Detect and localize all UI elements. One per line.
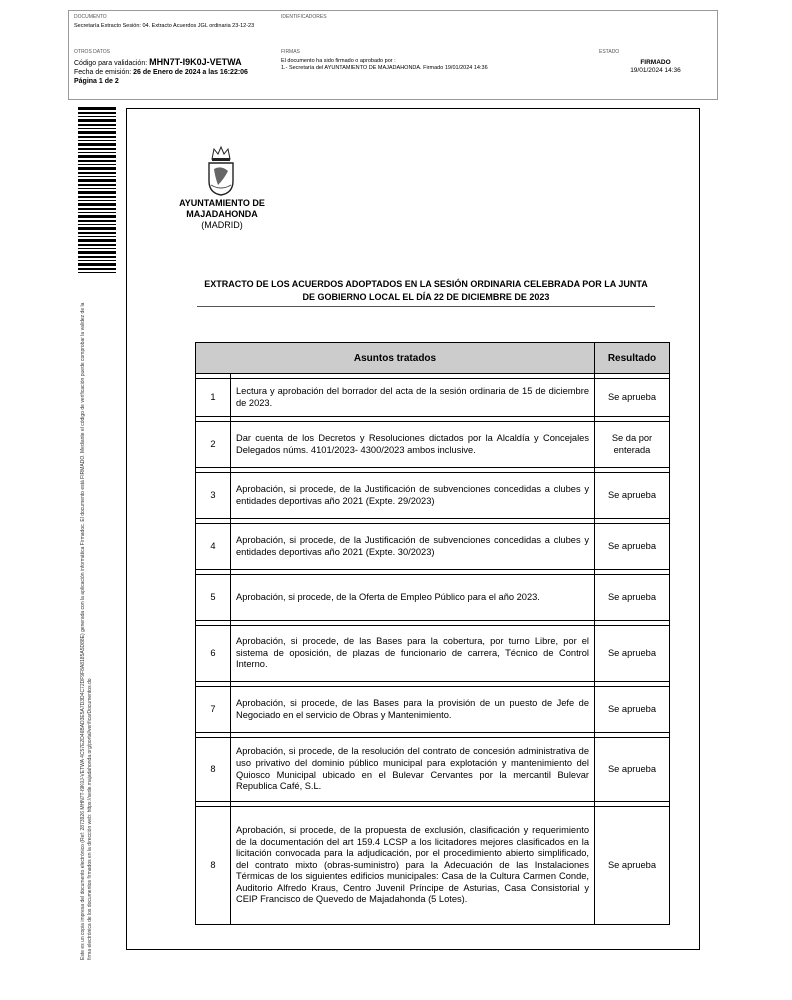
row-subject: Lectura y aprobación del borrador del acta de la sesión ordinaria de 15 de diciembre de 2023. [231, 379, 595, 417]
row-subject: Aprobación, si procede, de las Bases para la provisión de un puesto de Jefe de Negociado en el servicio de Obras y Mantenimiento. [231, 687, 595, 733]
row-number: 2 [196, 422, 231, 468]
row-subject: Aprobación, si procede, de la Justificación de subvenciones concedidas a clubes y entidades deportivas año 2021 (Expte. 30/2023) [231, 524, 595, 570]
ayuntamiento-name [167, 198, 277, 231]
table-row [196, 687, 670, 733]
table-row [196, 807, 670, 925]
emission-date-line [74, 68, 271, 77]
barcode-icon [78, 107, 116, 275]
firmas-cell [276, 46, 594, 99]
signature-header [68, 10, 718, 100]
table-row [196, 626, 670, 682]
table-row [196, 738, 670, 802]
validation-code-line [74, 58, 271, 68]
table-row [196, 422, 670, 468]
document-page [126, 108, 700, 950]
row-result: Se aprueba [595, 473, 670, 519]
row-number: 5 [196, 575, 231, 621]
verification-side-text: Este es un copia impresa del documento electrónico (Ref: 2873926 MHN7T-I9K0J-VETWA 4C57E2D46BAD3E5A7D3D4C72DF9F8A8185A5D88E) generada con la aplicación informática Firmadoc. El documento está FIRMADO. Mediante el código de verificación puede comprobar la validez de la firma electrónica de los documentos firmados en la dirección web: https://sede.majadahonda.org/portal/verificarDocumentos.do [80, 302, 93, 960]
table-header-row [196, 343, 670, 374]
col-resultado-header: Resultado [595, 343, 670, 374]
validation-code[interactable]: MHN7T-I9K0J-VETWA [149, 57, 242, 67]
row-number: 6 [196, 626, 231, 682]
row-result: Se aprueba [595, 524, 670, 570]
row-result: Se da por enterada [595, 422, 670, 468]
firmas-line2: 1.- Secretaría del AYUNTAMIENTO DE MAJADAHONDA. Firmado 19/01/2024 14:36 [281, 65, 488, 71]
row-subject: Aprobación, si procede, de la propuesta de exclusión, clasificación y requerimiento de la documentación del art 159.4 LCSP a los licitadores mejores clasificados en la licitación convocada para la adjudicación, por el procedimiento abierto simplificado, del contrato mixto (obras-suministro) para la Adecuación de las Instalaciones Térmicas de los siguientes edificios municipales: Casa de la Cultura Carmen Conde, Auditorio Alfredo Kraus, Centro Juvenil Príncipe de Asturias, Casa Consistorial y CEIP Francisco de Quevedo de Majadahonda (5 Lotes). [231, 807, 595, 925]
table-row [196, 524, 670, 570]
ayuntamiento-line2: MAJADAHONDA [186, 209, 258, 219]
estado-value: FIRMADO [640, 59, 671, 66]
table-row [196, 379, 670, 417]
col-asuntos-header: Asuntos tratados [196, 343, 595, 374]
row-number: 8 [196, 738, 231, 802]
row-number: 1 [196, 379, 231, 417]
row-subject: Aprobación, si procede, de las Bases para la cobertura, por turno Libre, por el sistema de oposición, de plazas de funcionario de carrera, Técnico de Control Interno. [231, 626, 595, 682]
row-result: Se aprueba [595, 626, 670, 682]
fecha-prefix: Fecha de emisión: [74, 69, 132, 76]
page-count: Página 1 de 2 [74, 78, 119, 85]
row-result: Se aprueba [595, 379, 670, 417]
row-subject: Aprobación, si procede, de la Justificación de subvenciones concedidas a clubes y entidades deportivas año 2021 (Expte. 29/2023) [231, 473, 595, 519]
estado-cell [594, 46, 717, 99]
otros-datos-label: OTROS DATOS [74, 49, 110, 55]
row-number: 3 [196, 473, 231, 519]
otros-datos-cell [69, 46, 276, 99]
table-body [196, 374, 670, 925]
codigo-prefix: Código para validación: [74, 60, 148, 67]
table-row [196, 473, 670, 519]
estado-label: ESTADO [599, 49, 620, 55]
row-number: 4 [196, 524, 231, 570]
identificadores-label: IDENTIFICADORES [281, 14, 327, 20]
firmas-label: FIRMAS [281, 49, 300, 55]
document-title: EXTRACTO DE LOS ACUERDOS ADOPTADOS EN LA SESIÓN ORDINARIA CELEBRADA POR LA JUNTA DE GOBIERNO LOCAL EL DÍA 22 DE DICIEMBRE DE 2023 [197, 278, 655, 307]
row-number: 7 [196, 687, 231, 733]
firmas-line1: El documento ha sido firmado o aprobado por : [281, 58, 396, 64]
row-result: Se aprueba [595, 807, 670, 925]
ayuntamiento-line3: (MADRID) [201, 220, 243, 230]
ayuntamiento-line1: AYUNTAMIENTO DE [179, 198, 265, 208]
coat-of-arms-icon [204, 145, 238, 197]
row-subject: Dar cuenta de los Decretos y Resoluciones dictados por la Alcaldía y Concejales Delegados núms. 4101/2023- 4300/2023 ambos inclusive. [231, 422, 595, 468]
identificadores-cell [276, 11, 717, 46]
table-row [196, 575, 670, 621]
documento-value: Secretaría Extracto Sesión: 04. Extracto Acuerdos JGL ordinaria 23-12-23 [74, 23, 255, 29]
row-result: Se aprueba [595, 687, 670, 733]
row-subject: Aprobación, si procede, de la resolución del contrato de concesión administrativa de uso privativo del dominio público municipal para explotación y mantenimiento del Quiosco Municipal ubicado en el Bulevar Cervantes por la mercantil Bulevar Republica Café, S.L. [231, 738, 595, 802]
row-subject: Aprobación, si procede, de la Oferta de Empleo Público para el año 2023. [231, 575, 595, 621]
agreements-table [195, 342, 670, 925]
emission-date: 26 de Enero de 2024 a las 16:22:06 [133, 69, 248, 76]
documento-cell [69, 11, 276, 46]
row-result: Se aprueba [595, 738, 670, 802]
documento-label: DOCUMENTO [74, 14, 107, 20]
estado-date: 19/01/2024 14:36 [630, 67, 681, 74]
row-number: 8 [196, 807, 231, 925]
row-result: Se aprueba [595, 575, 670, 621]
